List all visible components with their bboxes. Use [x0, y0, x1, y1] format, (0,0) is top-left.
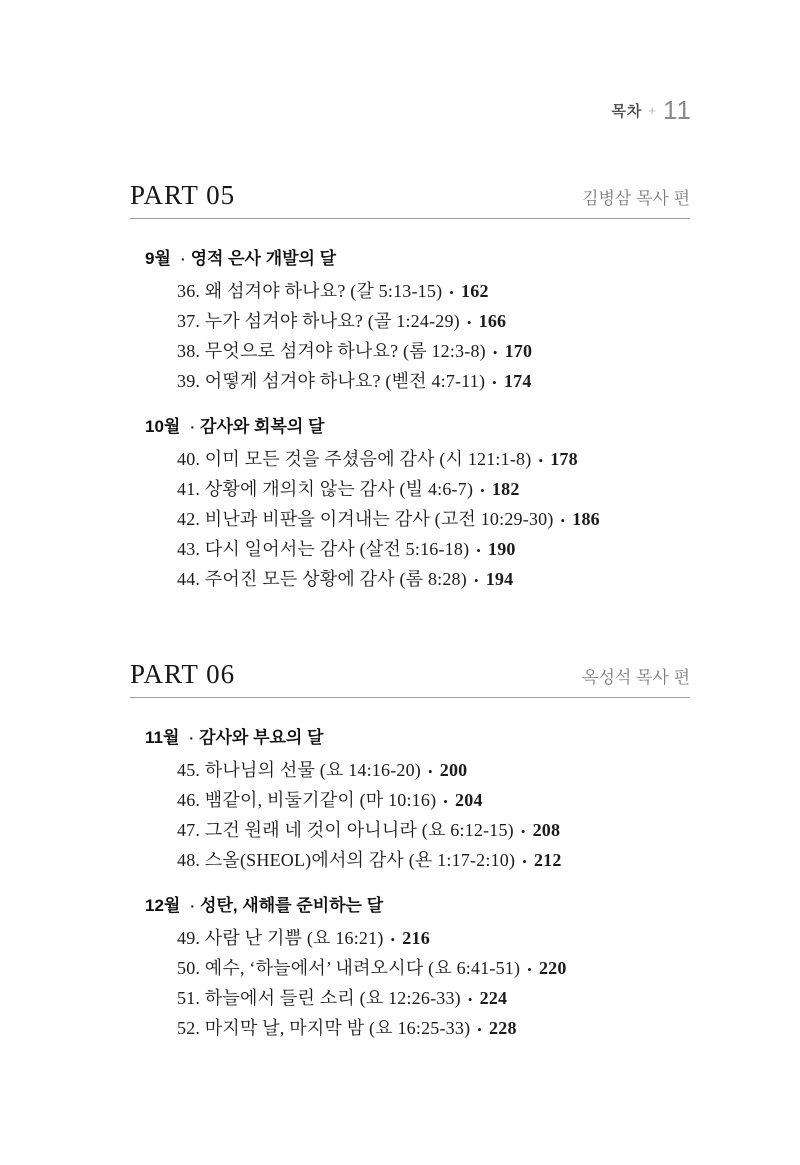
part-06-section: [130, 661, 690, 1044]
toc-entry: [177, 924, 690, 954]
toc-entry: [177, 505, 690, 535]
dot-separator-icon: •: [467, 992, 473, 1007]
toc-entry-text: 43. 다시 일어서는 감사 (살전 5:16-18): [177, 539, 470, 559]
month-section-october: [130, 415, 690, 595]
part-05-section: [130, 182, 690, 595]
month-bullet-icon: ·: [180, 251, 186, 267]
toc-entry-page: 190: [488, 539, 516, 559]
dot-separator-icon: •: [520, 824, 526, 839]
month-bullet-icon: ·: [189, 730, 195, 746]
toc-entry-page: 208: [532, 820, 561, 840]
toc-entry-text: 50. 예수, ‘하늘에서’ 내려오시다 (요 6:41-51): [177, 958, 521, 978]
toc-entry-page: 178: [550, 449, 578, 469]
toc-entry-page: 200: [439, 760, 468, 780]
toc-entry-text: 36. 왜 섬겨야 하나요? (갈 5:13-15): [177, 281, 443, 301]
toc-entry-page: 162: [461, 281, 489, 301]
toc-entry-page: 220: [538, 958, 567, 978]
toc-entry-text: 47. 그건 원래 네 것이 아니니라 (요 6:12-15): [177, 820, 514, 840]
toc-entry-page: 182: [491, 479, 520, 499]
part-title: PART 05: [130, 180, 236, 210]
toc-entry-page: 228: [489, 1018, 517, 1038]
month-section-september: [130, 247, 690, 397]
toc-entry: [177, 277, 690, 307]
dot-separator-icon: •: [560, 513, 566, 528]
toc-list: [145, 924, 690, 1044]
toc-entry: [177, 756, 690, 786]
toc-entry: [177, 565, 690, 595]
toc-entry: [177, 307, 690, 337]
dot-separator-icon: •: [466, 315, 472, 330]
part-05-header: [130, 182, 690, 219]
toc-entry: [177, 475, 690, 505]
month-label: 10월: [145, 417, 181, 436]
toc-entry-page: 224: [479, 988, 508, 1008]
dot-separator-icon: •: [522, 854, 527, 869]
month-section-december: [130, 894, 690, 1044]
running-head: [611, 97, 692, 123]
part-author: 옥성석 목사 편: [582, 668, 690, 687]
dot-separator-icon: •: [492, 345, 498, 360]
toc-entry-page: 170: [504, 341, 533, 361]
month-heading: [145, 247, 690, 271]
dot-separator-icon: •: [477, 1022, 483, 1037]
toc-entry-text: 40. 이미 모든 것을 주셨음에 감사 (시 121:1-8): [177, 449, 532, 469]
dot-separator-icon: •: [492, 375, 497, 390]
plus-separator-icon: +: [648, 102, 656, 118]
toc-entry-page: 204: [455, 790, 483, 810]
toc-entry-page: 194: [485, 569, 514, 589]
dot-separator-icon: •: [443, 794, 449, 809]
toc-entry-text: 37. 누가 섬겨야 하나요? (골 1:24-29): [177, 311, 460, 331]
part-title: PART 06: [130, 659, 236, 689]
month-heading: [145, 894, 690, 918]
month-label: 9월: [145, 249, 171, 268]
dot-separator-icon: •: [476, 543, 482, 558]
toc-entry-page: 174: [503, 371, 532, 391]
toc-list: [145, 277, 690, 397]
toc-entry: [177, 1014, 690, 1044]
month-label: 12월: [145, 896, 181, 915]
month-bullet-icon: ·: [190, 419, 196, 435]
month-label: 11월: [145, 728, 180, 747]
toc-entry-text: 42. 비난과 비판을 이겨내는 감사 (고전 10:29-30): [177, 509, 554, 529]
toc-entry: [177, 786, 690, 816]
toc-list: [145, 756, 690, 876]
toc-entry-text: 52. 마지막 날, 마지막 밤 (요 16:25-33): [177, 1018, 471, 1038]
dot-separator-icon: •: [449, 285, 455, 300]
toc-list: [145, 445, 690, 595]
toc-content: [130, 182, 690, 1044]
toc-entry-text: 49. 사람 난 기쁨 (요 16:21): [177, 928, 384, 948]
toc-entry-text: 38. 무엇으로 섬겨야 하나요? (롬 12:3-8): [177, 341, 486, 361]
toc-entry: [177, 984, 690, 1014]
dot-separator-icon: •: [527, 962, 532, 977]
month-theme: 영적 은사 개발의 달: [190, 249, 337, 268]
toc-entry-text: 44. 주어진 모든 상황에 감사 (롬 8:28): [177, 569, 467, 589]
toc-entry-text: 39. 어떻게 섬겨야 하나요? (벧전 4:7-11): [177, 371, 486, 391]
toc-entry: [177, 445, 690, 475]
dot-separator-icon: •: [473, 573, 479, 588]
month-theme: 감사와 부요의 달: [199, 728, 324, 747]
dot-separator-icon: •: [428, 764, 433, 779]
part-06-header: [130, 661, 690, 698]
toc-entry-page: 166: [478, 311, 507, 331]
dot-separator-icon: •: [538, 453, 544, 468]
toc-entry: [177, 337, 690, 367]
month-theme: 성탄, 새해를 준비하는 달: [200, 896, 384, 915]
toc-label: 목차: [611, 102, 643, 120]
toc-entry-page: 212: [533, 850, 562, 870]
toc-entry-page: 186: [572, 509, 600, 529]
toc-entry: [177, 367, 690, 397]
month-section-november: [130, 726, 690, 876]
toc-entry: [177, 846, 690, 876]
month-heading: [145, 415, 690, 439]
toc-entry-page: 216: [402, 928, 430, 948]
toc-entry: [177, 954, 690, 984]
month-bullet-icon: ·: [190, 898, 196, 914]
toc-entry-text: 41. 상황에 개의치 않는 감사 (빌 4:6-7): [177, 479, 474, 499]
part-author: 김병삼 목사 편: [582, 189, 690, 208]
toc-entry: [177, 816, 690, 846]
dot-separator-icon: •: [480, 483, 485, 498]
month-theme: 감사와 회복의 달: [200, 417, 325, 436]
month-heading: [145, 726, 690, 750]
toc-entry-text: 46. 뱀같이, 비둘기같이 (마 10:16): [177, 790, 437, 810]
toc-entry: [177, 535, 690, 565]
page-number: 11: [663, 95, 692, 125]
dot-separator-icon: •: [390, 932, 396, 947]
toc-entry-text: 45. 하나님의 선물 (요 14:16-20): [177, 760, 421, 780]
toc-entry-text: 48. 스올(SHEOL)에서의 감사 (욘 1:17-2:10): [177, 850, 516, 870]
toc-entry-text: 51. 하늘에서 들린 소리 (요 12:26-33): [177, 988, 461, 1008]
